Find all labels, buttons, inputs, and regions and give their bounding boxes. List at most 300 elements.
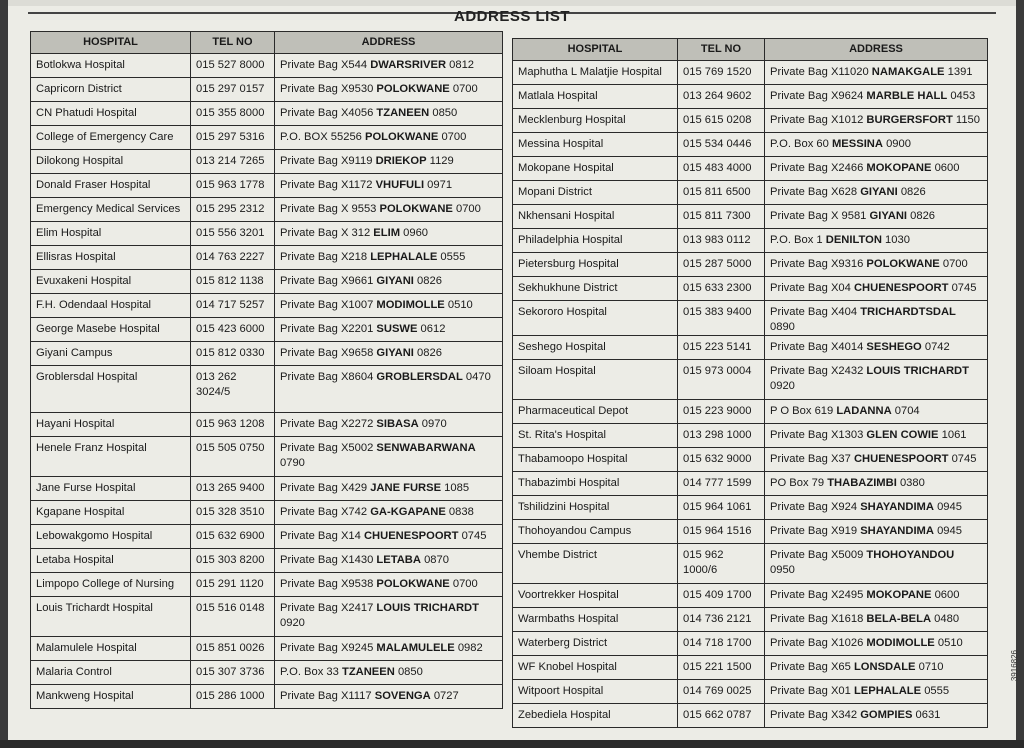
address-cell <box>765 424 988 448</box>
address-town: LETABA <box>376 554 421 566</box>
address-box: Private Bag X9245 <box>280 642 374 654</box>
table-row <box>513 584 988 608</box>
address-box: P.O. Box 33 <box>280 666 339 678</box>
address-box: Private Bag X628 <box>770 186 858 198</box>
address-box: Private Bag X37 <box>770 453 851 465</box>
address-town: GOMPIES <box>860 709 913 721</box>
address-code: 0971 <box>427 179 453 191</box>
address-code: 0945 <box>937 501 962 513</box>
hospital-name: Jane Furse Hospital <box>31 477 191 501</box>
hospital-name: Matlala Hospital <box>513 85 678 109</box>
address-code: 0612 <box>420 323 446 335</box>
address-box: Private Bag X1117 <box>280 690 372 702</box>
hospital-name: Vhembe District <box>513 544 678 584</box>
address-box: Private Bag X1303 <box>770 429 864 441</box>
table-row <box>31 174 503 198</box>
address-cell <box>765 205 988 229</box>
tel-number: 015 505 0750 <box>191 437 275 477</box>
address-cell <box>275 174 503 198</box>
address-code: 0700 <box>942 258 968 270</box>
hospital-name: Donald Fraser Hospital <box>31 174 191 198</box>
table-row <box>513 656 988 680</box>
table-row <box>513 520 988 544</box>
tel-number: 013 298 1000 <box>678 424 765 448</box>
address-town: SHAYANDIMA <box>860 501 934 513</box>
hospital-name: Emergency Medical Services <box>31 198 191 222</box>
hospital-name: Tshilidzini Hospital <box>513 496 678 520</box>
address-town: LADANNA <box>836 405 892 417</box>
hospital-name: Evuxakeni Hospital <box>31 270 191 294</box>
table-row <box>513 400 988 424</box>
tel-number: 015 811 6500 <box>678 181 765 205</box>
hospital-name: Dilokong Hospital <box>31 150 191 174</box>
hospital-name: Henele Franz Hospital <box>31 437 191 477</box>
hospital-name: Mopani District <box>513 181 678 205</box>
address-code: 0555 <box>924 685 950 697</box>
address-code: 0600 <box>934 589 960 601</box>
table-row <box>513 61 988 85</box>
tel-number: 014 736 2121 <box>678 608 765 632</box>
table-row <box>31 685 503 709</box>
hospital-name: WF Knobel Hospital <box>513 656 678 680</box>
header-address: ADDRESS <box>765 39 988 61</box>
address-cell <box>275 573 503 597</box>
tel-number: 015 632 9000 <box>678 448 765 472</box>
hospital-name: Voortrekker Hospital <box>513 584 678 608</box>
address-code: 1129 <box>429 155 454 167</box>
address-cell <box>765 704 988 728</box>
address-town: CHUENESPOORT <box>853 282 949 294</box>
address-box: Private Bag X 9581 <box>770 210 867 222</box>
address-cell <box>275 318 503 342</box>
tel-number: 014 777 1599 <box>678 472 765 496</box>
address-box: Private Bag X2272 <box>280 418 374 430</box>
hospital-name: Capricorn District <box>31 78 191 102</box>
address-town: TRICHARDTSDAL <box>860 306 956 318</box>
tel-number: 015 963 1778 <box>191 174 275 198</box>
tel-number: 015 963 1208 <box>191 413 275 437</box>
address-box: P O Box 619 <box>770 405 834 417</box>
address-town: GLEN COWIE <box>866 429 939 441</box>
tel-number: 015 295 2312 <box>191 198 275 222</box>
tel-number: 015 812 0330 <box>191 342 275 366</box>
address-cell <box>275 78 503 102</box>
address-cell <box>765 301 988 336</box>
address-table-right <box>512 38 988 728</box>
address-box: Private Bag X 9553 <box>280 203 377 215</box>
address-town: THABAZIMBI <box>827 477 897 489</box>
hospital-name: Botlokwa Hospital <box>31 54 191 78</box>
table-row <box>31 318 503 342</box>
hospital-name: Warmbaths Hospital <box>513 608 678 632</box>
table-row <box>513 253 988 277</box>
address-box: Private Bag X9316 <box>770 258 864 270</box>
table-row <box>513 448 988 472</box>
address-cell <box>765 336 988 360</box>
tel-number: 013 214 7265 <box>191 150 275 174</box>
address-code: 0700 <box>441 131 467 143</box>
address-town: SENWABARWANA <box>376 442 476 454</box>
hospital-name: Hayani Hospital <box>31 413 191 437</box>
address-town: GIYANI <box>376 347 414 359</box>
hospital-name: Waterberg District <box>513 632 678 656</box>
address-box: Private Bag X9538 <box>280 578 374 590</box>
hospital-name: Louis Trichardt Hospital <box>31 597 191 637</box>
address-code: 0790 <box>280 457 305 469</box>
tel-number: 015 516 0148 <box>191 597 275 637</box>
address-code: 1391 <box>947 66 973 78</box>
table-row <box>513 181 988 205</box>
address-code: 0850 <box>432 107 458 119</box>
hospital-name: Nkhensani Hospital <box>513 205 678 229</box>
address-code: 0510 <box>447 299 473 311</box>
address-code: 1030 <box>885 234 910 246</box>
address-table-left <box>30 31 503 709</box>
address-code: 0380 <box>899 477 925 489</box>
hospital-name: Malamulele Hospital <box>31 637 191 661</box>
address-code: 0870 <box>424 554 449 566</box>
address-town: TZANEEN <box>341 666 395 678</box>
address-box: Private Bag X1007 <box>280 299 374 311</box>
address-cell <box>765 253 988 277</box>
address-town: MALAMULELE <box>376 642 455 654</box>
hospital-name: Maphutha L Malatjie Hospital <box>513 61 678 85</box>
address-box: Private Bag X 312 <box>280 227 371 239</box>
tel-number: 015 286 1000 <box>191 685 275 709</box>
table-row <box>31 102 503 126</box>
tel-number: 015 633 2300 <box>678 277 765 301</box>
address-town: GIYANI <box>860 186 898 198</box>
address-cell <box>275 198 503 222</box>
address-town: LEPHALALE <box>370 251 438 263</box>
address-cell <box>765 584 988 608</box>
address-cell <box>275 549 503 573</box>
address-town: MODIMOLLE <box>866 637 935 649</box>
address-town: LEPHALALE <box>853 685 922 697</box>
tel-number: 015 534 0446 <box>678 133 765 157</box>
address-town: GIYANI <box>869 210 908 222</box>
address-town: POLOKWANE <box>376 83 450 95</box>
address-code: 0850 <box>397 666 423 678</box>
address-cell <box>275 246 503 270</box>
address-town: BURGERSFORT <box>866 114 953 126</box>
table-row <box>513 496 988 520</box>
tel-number: 015 221 1500 <box>678 656 765 680</box>
tel-number: 015 223 5141 <box>678 336 765 360</box>
table-row <box>513 205 988 229</box>
tel-number: 015 383 9400 <box>678 301 765 336</box>
table-row <box>31 294 503 318</box>
address-town: GIYANI <box>376 275 414 287</box>
address-cell <box>765 133 988 157</box>
hospital-name: Pietersburg Hospital <box>513 253 678 277</box>
table-row <box>31 549 503 573</box>
address-cell <box>765 61 988 85</box>
address-town: ELIM <box>373 227 401 239</box>
address-code: 0812 <box>449 59 475 71</box>
table-row <box>513 704 988 728</box>
hospital-name: Ellisras Hospital <box>31 246 191 270</box>
address-town: SUSWE <box>376 323 418 335</box>
tel-number: 015 297 0157 <box>191 78 275 102</box>
tel-number: 015 964 1061 <box>678 496 765 520</box>
tel-number: 015 615 0208 <box>678 109 765 133</box>
address-box: Private Bag X2201 <box>280 323 374 335</box>
address-town: POLOKWANE <box>376 578 450 590</box>
address-box: Private Bag X404 <box>770 306 858 318</box>
address-cell <box>275 525 503 549</box>
address-box: Private Bag X1172 <box>280 179 373 191</box>
address-cell <box>765 544 988 584</box>
table-row <box>31 597 503 637</box>
tel-number: 015 409 1700 <box>678 584 765 608</box>
tel-number: 015 291 1120 <box>191 573 275 597</box>
address-town: GROBLERSDAL <box>376 371 463 383</box>
hospital-name: Mecklenburg Hospital <box>513 109 678 133</box>
hospital-name: Letaba Hospital <box>31 549 191 573</box>
address-cell <box>765 229 988 253</box>
table-row <box>31 54 503 78</box>
table-row <box>31 661 503 685</box>
address-town: THOHOYANDOU <box>866 549 955 561</box>
tel-number: 013 264 9602 <box>678 85 765 109</box>
address-box: Private Bag X218 <box>280 251 368 263</box>
address-cell <box>765 608 988 632</box>
tel-number: 015 812 1138 <box>191 270 275 294</box>
address-cell <box>275 501 503 525</box>
tel-number: 014 763 2227 <box>191 246 275 270</box>
address-cell <box>765 109 988 133</box>
address-town: SIBASA <box>376 418 419 430</box>
address-box: Private Bag X4056 <box>280 107 374 119</box>
address-box: Private Bag X1026 <box>770 637 864 649</box>
address-box: Private Bag X9119 <box>280 155 373 167</box>
tel-number: 015 287 5000 <box>678 253 765 277</box>
address-code: 0555 <box>440 251 466 263</box>
table-row <box>513 608 988 632</box>
tel-number: 015 328 3510 <box>191 501 275 525</box>
address-code: 0745 <box>951 453 977 465</box>
address-code: 0920 <box>280 617 305 629</box>
address-box: P.O. Box 60 <box>770 138 829 150</box>
address-cell <box>765 360 988 400</box>
tel-number: 013 265 9400 <box>191 477 275 501</box>
hospital-name: Thohoyandou Campus <box>513 520 678 544</box>
table-row <box>31 222 503 246</box>
address-cell <box>765 277 988 301</box>
address-box: Private Bag X1430 <box>280 554 374 566</box>
tel-number: 013 983 0112 <box>678 229 765 253</box>
hospital-name: St. Rita's Hospital <box>513 424 678 448</box>
tel-number: 014 717 5257 <box>191 294 275 318</box>
address-cell <box>275 637 503 661</box>
address-box: Private Bag X2417 <box>280 602 374 614</box>
address-cell <box>275 222 503 246</box>
address-code: 1150 <box>955 114 980 126</box>
hospital-name: Siloam Hospital <box>513 360 678 400</box>
address-town: LOUIS TRICHARDT <box>866 365 969 377</box>
address-box: Private Bag X1012 <box>770 114 864 126</box>
address-box: Private Bag X9624 <box>770 90 864 102</box>
address-town: CHUENESPOORT <box>853 453 949 465</box>
address-cell <box>765 520 988 544</box>
address-cell <box>765 400 988 424</box>
address-town: SHAYANDIMA <box>860 525 934 537</box>
hospital-name: College of Emergency Care <box>31 126 191 150</box>
address-code: 0745 <box>951 282 977 294</box>
address-town: BELA-BELA <box>866 613 932 625</box>
tel-number: 015 769 1520 <box>678 61 765 85</box>
table-row <box>513 133 988 157</box>
table-row <box>513 680 988 704</box>
address-town: MARBLE HALL <box>866 90 948 102</box>
hospital-name: Sekhukhune District <box>513 277 678 301</box>
address-code: 0982 <box>457 642 483 654</box>
address-box: Private Bag X429 <box>280 482 368 494</box>
address-code: 0453 <box>950 90 976 102</box>
table-row <box>513 544 988 584</box>
address-code: 0480 <box>934 613 960 625</box>
table-row <box>513 301 988 336</box>
hospital-name: Lebowakgomo Hospital <box>31 525 191 549</box>
address-cell <box>765 181 988 205</box>
table-row <box>31 525 503 549</box>
address-town: POLOKWANE <box>379 203 453 215</box>
address-cell <box>275 126 503 150</box>
address-cell <box>275 685 503 709</box>
table-row <box>31 366 503 413</box>
address-box: Private Bag X65 <box>770 661 851 673</box>
address-code: 0470 <box>465 371 491 383</box>
left-edge <box>0 0 8 748</box>
table-row <box>31 150 503 174</box>
hospital-name: Mankweng Hospital <box>31 685 191 709</box>
header-row <box>31 32 503 54</box>
tel-number: 015 423 6000 <box>191 318 275 342</box>
address-town: GA-KGAPANE <box>370 506 446 518</box>
bottom-edge <box>0 740 1024 748</box>
table-row <box>31 501 503 525</box>
hospital-name: F.H. Odendaal Hospital <box>31 294 191 318</box>
header-hospital: HOSPITAL <box>31 32 191 54</box>
header-tel: TEL NO <box>191 32 275 54</box>
hospital-name: Sekororo Hospital <box>513 301 678 336</box>
address-box: Private Bag X2432 <box>770 365 864 377</box>
table-row <box>31 573 503 597</box>
tel-number: 015 297 5316 <box>191 126 275 150</box>
address-code: 0700 <box>452 83 478 95</box>
address-town: MESSINA <box>831 138 883 150</box>
address-cell <box>275 437 503 477</box>
address-town: MOKOPANE <box>866 162 932 174</box>
hospital-name: Thabamoopo Hospital <box>513 448 678 472</box>
tel-number: 015 632 6900 <box>191 525 275 549</box>
address-code: 0704 <box>894 405 920 417</box>
address-code: 0970 <box>421 418 447 430</box>
table-row <box>31 342 503 366</box>
page-title: ADDRESS LIST <box>453 8 570 25</box>
tel-number: 015 223 9000 <box>678 400 765 424</box>
tel-number: 013 262 3024/5 <box>191 366 275 413</box>
table-row <box>513 109 988 133</box>
address-code: 0826 <box>417 275 442 287</box>
tel-number: 015 556 3201 <box>191 222 275 246</box>
address-box: Private Bag X544 <box>280 59 368 71</box>
address-code: 0710 <box>918 661 944 673</box>
tel-number: 015 962 1000/6 <box>678 544 765 584</box>
address-town: VHUFULI <box>375 179 425 191</box>
address-town: LONSDALE <box>853 661 916 673</box>
address-town: MODIMOLLE <box>376 299 445 311</box>
tel-number: 014 718 1700 <box>678 632 765 656</box>
address-cell <box>275 150 503 174</box>
address-code: 0700 <box>455 203 481 215</box>
table-row <box>513 277 988 301</box>
tel-number: 015 851 0026 <box>191 637 275 661</box>
address-cell <box>765 85 988 109</box>
table-row <box>31 437 503 477</box>
address-cell <box>275 366 503 413</box>
table-row <box>31 78 503 102</box>
address-box: Private Bag X5002 <box>280 442 374 454</box>
address-box: Private Bag X9658 <box>280 347 374 359</box>
address-code: 0945 <box>937 525 962 537</box>
address-town: JANE FURSE <box>370 482 442 494</box>
address-code: 0631 <box>915 709 941 721</box>
address-cell <box>275 342 503 366</box>
table-row <box>513 157 988 181</box>
address-cell <box>765 472 988 496</box>
hospital-name: Kgapane Hospital <box>31 501 191 525</box>
table-row <box>513 229 988 253</box>
tel-number: 015 483 4000 <box>678 157 765 181</box>
address-box: Private Bag X2495 <box>770 589 864 601</box>
address-cell <box>275 661 503 685</box>
address-code: 0700 <box>452 578 478 590</box>
table-row <box>31 270 503 294</box>
table-row <box>513 336 988 360</box>
hospital-name: Groblersdal Hospital <box>31 366 191 413</box>
address-box: P.O. BOX 55256 <box>280 131 362 143</box>
hospital-name: George Masebe Hospital <box>31 318 191 342</box>
header-address: ADDRESS <box>275 32 503 54</box>
address-code: 0742 <box>924 341 950 353</box>
address-box: Private Bag X8604 <box>280 371 374 383</box>
address-code: 0510 <box>937 637 963 649</box>
hospital-name: Zebediela Hospital <box>513 704 678 728</box>
tel-number: 015 811 7300 <box>678 205 765 229</box>
table-row <box>31 477 503 501</box>
hospital-name: Thabazimbi Hospital <box>513 472 678 496</box>
hospital-name: Mokopane Hospital <box>513 157 678 181</box>
address-town: POLOKWANE <box>866 258 940 270</box>
address-cell <box>275 597 503 637</box>
table-row <box>31 246 503 270</box>
address-box: Private Bag X11020 <box>770 66 869 78</box>
address-cell <box>275 477 503 501</box>
hospital-name: Elim Hospital <box>31 222 191 246</box>
address-box: Private Bag X2466 <box>770 162 864 174</box>
address-town: DENILTON <box>825 234 882 246</box>
tel-number: 014 769 0025 <box>678 680 765 704</box>
address-cell <box>765 656 988 680</box>
address-code: 0826 <box>900 186 926 198</box>
address-box: Private Bag X01 <box>770 685 851 697</box>
header-tel: TEL NO <box>678 39 765 61</box>
hospital-name: Pharmaceutical Depot <box>513 400 678 424</box>
address-cell <box>275 102 503 126</box>
address-cell <box>765 632 988 656</box>
